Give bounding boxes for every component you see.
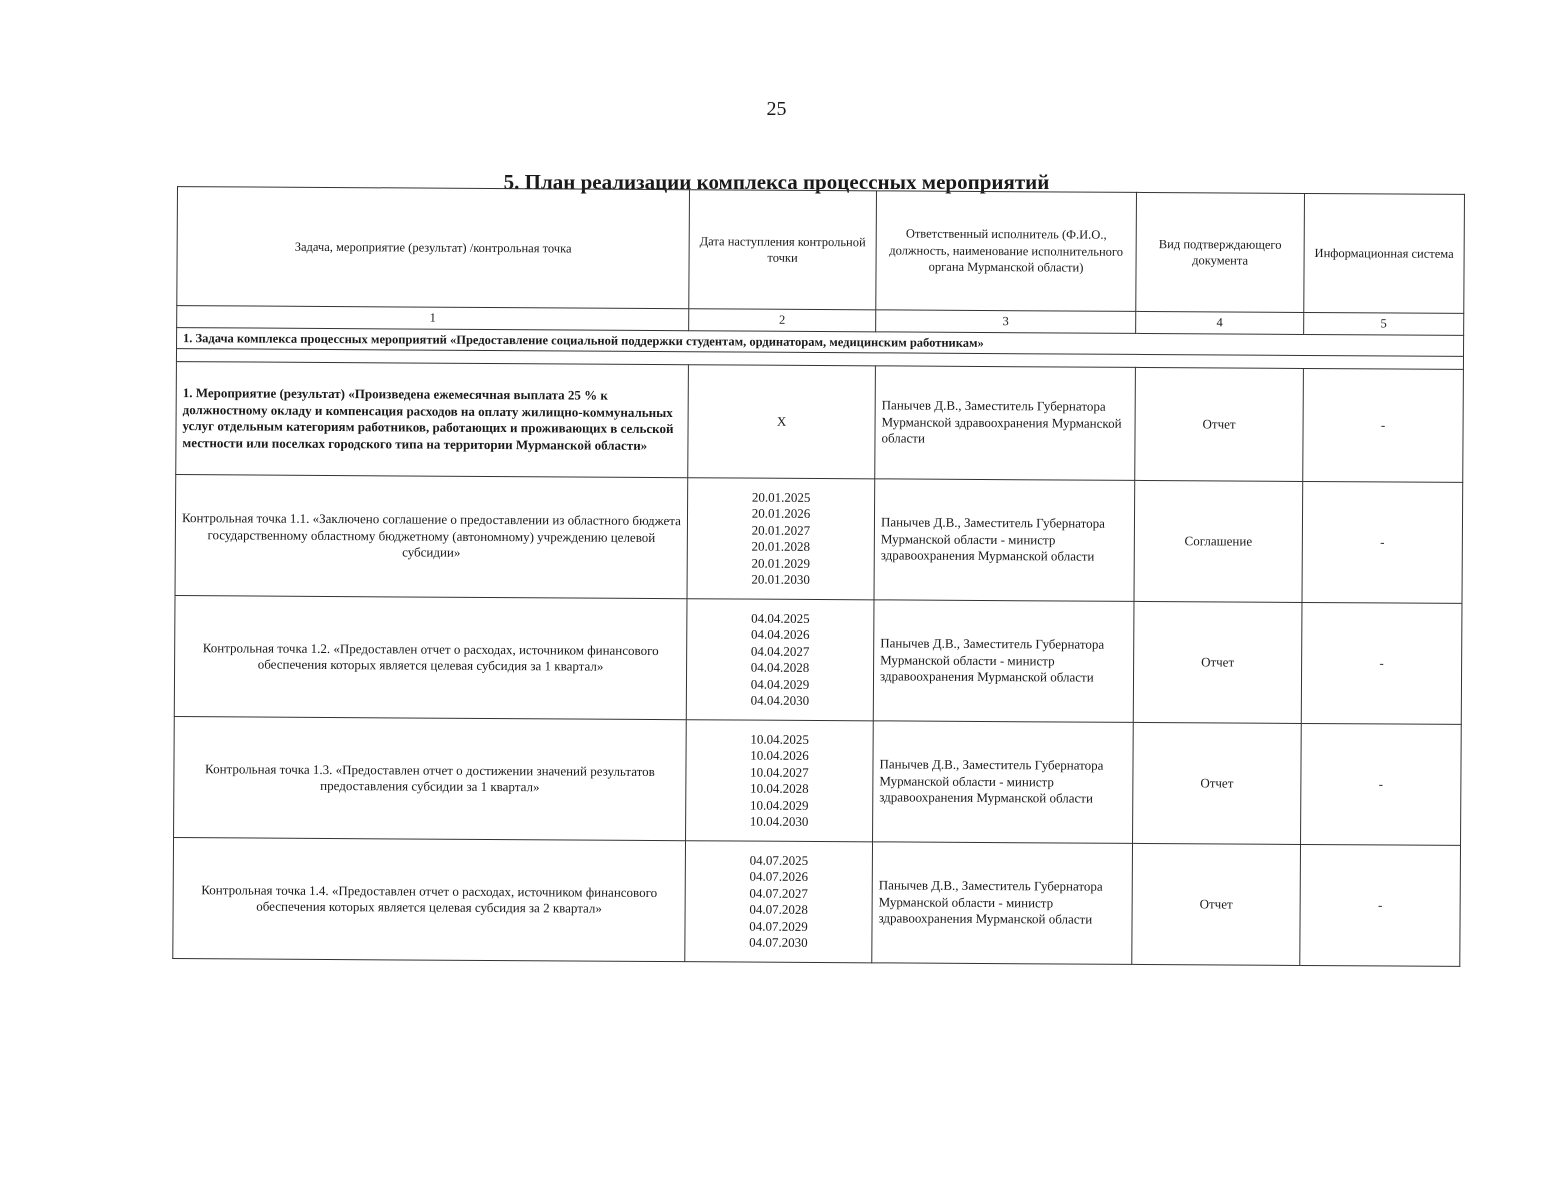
checkpoint-date: 10.04.2025 — [750, 731, 809, 747]
checkpoint-row — [174, 717, 1462, 846]
header-document: Вид подтверждающего документа — [1136, 192, 1305, 312]
checkpoint-date: 20.01.2026 — [751, 505, 811, 521]
checkpoint-row — [174, 596, 1462, 725]
checkpoint-document: Отчет — [1133, 601, 1302, 723]
checkpoint-date: 20.01.2029 — [751, 555, 811, 571]
checkpoint-date: 10.04.2029 — [749, 797, 809, 813]
checkpoint-system: - — [1301, 602, 1462, 724]
checkpoint-name: Контрольная точка 1.1. «Заключено соглашение о предоставлении из областного бюджета государственному областному бюджетному (автономному) учреждению целевой субсидии» — [175, 475, 688, 599]
checkpoint-executor: Панычев Д.В., Заместитель Губернатора Мурманской области - министр здравоохранения Мурманской области — [873, 721, 1134, 844]
checkpoint-row — [173, 838, 1461, 967]
header-date: Дата наступления контрольной точки — [689, 190, 877, 310]
checkpoint-system: - — [1300, 844, 1461, 966]
event-executor: Панычев Д.В., Заместитель Губернатора Мурманской здравоохранения Мурманской области — [875, 366, 1136, 481]
checkpoint-row — [175, 475, 1463, 604]
event-name: 1. Мероприятие (результат) «Произведена ежемесячная выплата 25 % к должностному окладу и компенсация расходов на оплату жилищно-коммунальных услуг отдельным категориям работников, работающих и проживающих в сельской местности или поселках городского типа на территории Мурманской области» — [176, 362, 689, 478]
column-number: 4 — [1136, 311, 1304, 334]
column-number: 3 — [876, 310, 1136, 333]
checkpoint-dates — [686, 599, 874, 721]
checkpoint-date: 04.04.2027 — [750, 643, 810, 659]
event-row — [176, 362, 1464, 483]
checkpoint-date: 20.01.2025 — [751, 489, 811, 505]
plan-table — [172, 186, 1465, 967]
checkpoint-date: 04.07.2027 — [749, 885, 809, 901]
header-system: Информационная система — [1304, 193, 1465, 313]
checkpoint-system: - — [1301, 723, 1462, 845]
checkpoint-name: Контрольная точка 1.2. «Предоставлен отчет о расходах, источником финансового обеспечения которых является целевая субсидия за 1 квартал» — [174, 596, 687, 720]
event-document: Отчет — [1135, 367, 1304, 481]
checkpoint-date: 20.01.2027 — [751, 522, 811, 538]
page-number: 25 — [766, 98, 787, 120]
event-date: X — [688, 365, 876, 479]
checkpoint-name: Контрольная точка 1.3. «Предоставлен отчет о достижении значений результатов предоставления субсидии за 1 квартал» — [174, 717, 687, 841]
checkpoint-system: - — [1302, 481, 1463, 603]
checkpoint-dates — [687, 478, 875, 600]
checkpoint-date: 10.04.2026 — [750, 747, 809, 763]
task-title: 1. Задача комплекса процессных мероприятий «Предоставление социальной поддержки студентам, ординаторам, медицинским работникам» — [177, 327, 1464, 356]
checkpoint-document: Отчет — [1133, 722, 1302, 844]
checkpoint-date: 04.07.2030 — [749, 934, 808, 950]
checkpoint-document: Отчет — [1132, 843, 1301, 965]
checkpoint-date: 20.01.2030 — [751, 571, 810, 587]
checkpoint-date: 04.07.2028 — [749, 901, 808, 917]
header-executor: Ответственный исполнитель (Ф.И.О., должность, наименование исполнительного органа Мурманской области) — [876, 191, 1137, 312]
header-row — [177, 187, 1465, 314]
checkpoint-date: 04.04.2030 — [750, 692, 810, 708]
checkpoint-date: 04.04.2026 — [750, 626, 810, 642]
checkpoint-date: 20.01.2028 — [751, 538, 811, 554]
page-title: 5. План реализации комплекса процессных мероприятий — [503, 170, 1050, 194]
checkpoint-executor: Панычев Д.В., Заместитель Губернатора Мурманской области - министр здравоохранения Мурманской области — [873, 600, 1134, 723]
checkpoint-date: 04.04.2028 — [750, 659, 810, 675]
column-number: 5 — [1304, 312, 1464, 334]
checkpoint-dates — [685, 841, 873, 963]
column-number: 2 — [689, 309, 876, 332]
checkpoint-date: 04.07.2025 — [749, 852, 809, 868]
checkpoint-date: 04.04.2025 — [751, 610, 810, 626]
checkpoint-name: Контрольная точка 1.4. «Предоставлен отчет о расходах, источником финансового обеспечения которых является целевая субсидия за 2 квартал» — [173, 838, 686, 962]
checkpoint-date: 10.04.2030 — [749, 813, 809, 829]
header-task: Задача, мероприятие (результат) /контрольная точка — [177, 187, 690, 309]
column-number: 1 — [177, 306, 689, 331]
checkpoint-date: 10.04.2028 — [750, 780, 809, 796]
checkpoint-date: 04.07.2026 — [749, 868, 809, 884]
checkpoint-executor: Панычев Д.В., Заместитель Губернатора Мурманской области - министр здравоохранения Мурманской области — [872, 842, 1133, 965]
checkpoint-document: Соглашение — [1134, 480, 1303, 602]
checkpoint-executor: Панычев Д.В., Заместитель Губернатора Мурманской области - министр здравоохранения Мурманской области — [874, 479, 1135, 602]
checkpoint-date: 10.04.2027 — [750, 764, 809, 780]
checkpoint-dates — [686, 720, 874, 842]
checkpoint-date: 04.04.2029 — [750, 676, 810, 692]
event-system: - — [1303, 368, 1464, 482]
checkpoint-date: 04.07.2029 — [749, 918, 808, 934]
